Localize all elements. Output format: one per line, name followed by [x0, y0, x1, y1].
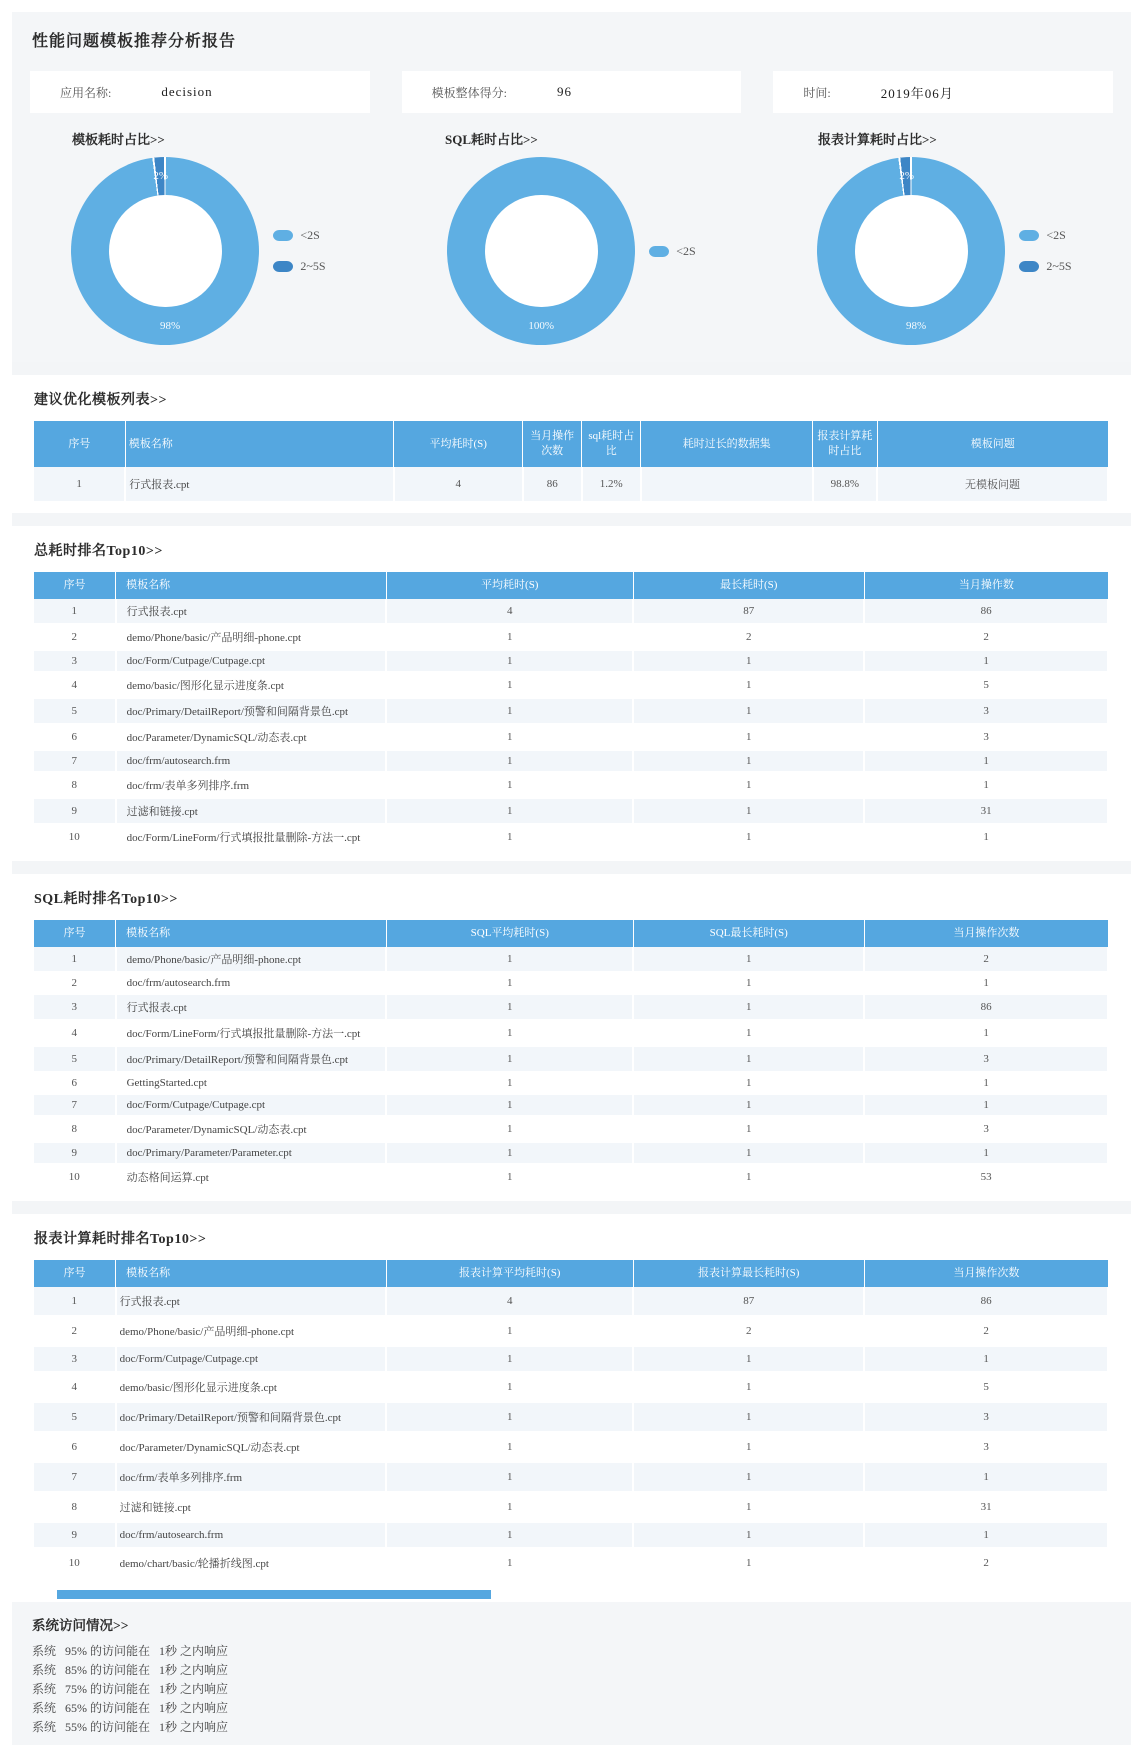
template-name-cell: doc/frm/表单多列排序.frm — [116, 1462, 387, 1492]
table-cell: 1 — [633, 994, 864, 1020]
template-name-cell: 行式报表.cpt — [116, 599, 387, 624]
table-cell: 10 — [34, 824, 116, 850]
column-header: 序号 — [34, 920, 116, 947]
table-cell: 1 — [633, 798, 864, 824]
table-row — [34, 1432, 1108, 1462]
table-cell: 86 — [864, 1287, 1108, 1316]
table-cell: 7 — [34, 1094, 116, 1116]
system-access-line: 系统 75% 的访问能在 1秒 之内响应 — [32, 1681, 228, 1696]
table-header-row — [34, 421, 1108, 467]
table-row — [34, 1094, 1108, 1116]
table-cell: 1 — [386, 672, 633, 698]
table-cell: 87 — [633, 1287, 864, 1316]
table-cell: 8 — [34, 1116, 116, 1142]
table-cell: 1 — [386, 1072, 633, 1094]
table-cell: 1 — [633, 1164, 864, 1190]
table-cell: 2 — [864, 1548, 1108, 1578]
table-row — [34, 1548, 1108, 1578]
chart-template-time-ratio — [12, 129, 385, 352]
donut-chart — [71, 157, 259, 345]
table-row — [34, 724, 1108, 750]
table-cell: 5 — [34, 1402, 116, 1432]
table-cell: 1 — [386, 1164, 633, 1190]
table-cell: 1 — [386, 1094, 633, 1116]
section-title-link[interactable]: 总耗时排名Top10>> — [34, 544, 163, 559]
section-title-link[interactable]: SQL耗时排名Top10>> — [34, 891, 178, 907]
legend-swatch-icon — [273, 261, 293, 272]
template-name-cell: doc/frm/表单多列排序.frm — [116, 772, 387, 798]
table-cell: 8 — [34, 1492, 116, 1522]
table-cell: 9 — [34, 798, 116, 824]
template-name-cell: doc/Primary/DetailReport/预警和间隔背景色.cpt — [116, 698, 387, 724]
table-cell: 9 — [34, 1522, 116, 1548]
table-cell: 1 — [386, 1046, 633, 1072]
sql-time-top10-table — [34, 920, 1109, 1191]
system-access-line: 系统 65% 的访问能在 1秒 之内响应 — [32, 1700, 228, 1715]
table-cell: 4 — [386, 1287, 633, 1316]
table-cell: 1 — [633, 1548, 864, 1578]
table-cell: 1 — [386, 1492, 633, 1522]
template-name-cell: doc/Primary/Parameter/Parameter.cpt — [116, 1142, 387, 1164]
table-cell: 1 — [633, 1142, 864, 1164]
table-cell: 1 — [386, 1462, 633, 1492]
template-name-cell: GettingStarted.cpt — [116, 1072, 387, 1094]
table-cell: 4 — [34, 672, 116, 698]
template-name-cell: demo/Phone/basic/产品明细-phone.cpt — [116, 947, 387, 972]
template-name-cell: doc/Parameter/DynamicSQL/动态表.cpt — [116, 724, 387, 750]
template-name-cell: 过滤和链接.cpt — [116, 1492, 387, 1522]
section-title-link[interactable]: 系统访问情况>> — [32, 1617, 129, 1633]
template-name-cell: doc/Parameter/DynamicSQL/动态表.cpt — [116, 1432, 387, 1462]
table-cell: 1 — [864, 824, 1108, 850]
chart-body — [12, 150, 385, 352]
table-cell: 1 — [633, 1462, 864, 1492]
table-cell: 1 — [633, 1492, 864, 1522]
table-row — [34, 467, 1108, 502]
table-cell: 2 — [34, 624, 116, 650]
table-row — [34, 772, 1108, 798]
column-header: 平均耗时(S) — [386, 572, 633, 599]
system-access-line: 系统 55% 的访问能在 1秒 之内响应 — [32, 1719, 228, 1734]
info-card-label: 模板整体得分: — [431, 85, 508, 100]
table-cell: 1 — [633, 672, 864, 698]
chart-legend — [273, 220, 325, 282]
table-cell: 10 — [34, 1164, 116, 1190]
column-header: 模板名称 — [116, 572, 387, 599]
template-name-cell: demo/Phone/basic/产品明细-phone.cpt — [116, 624, 387, 650]
column-header: 当月操作数 — [864, 572, 1108, 599]
chart-calc-time-ratio — [758, 129, 1131, 352]
table-row — [34, 1287, 1108, 1316]
column-header: 耗时过长的数据集 — [641, 421, 813, 467]
table-cell: 4 — [34, 1372, 116, 1402]
template-name-cell: demo/Phone/basic/产品明细-phone.cpt — [116, 1316, 387, 1346]
table-cell: 1 — [633, 1432, 864, 1462]
table-cell: 1 — [386, 650, 633, 672]
table-cell: 1 — [386, 1142, 633, 1164]
template-name-cell: doc/Form/Cutpage/Cutpage.cpt — [116, 650, 387, 672]
table-cell: 1 — [386, 1402, 633, 1432]
table-cell: 1 — [34, 1287, 116, 1316]
template-name-cell: 过滤和链接.cpt — [116, 798, 387, 824]
table-cell: 5 — [864, 1372, 1108, 1402]
table-cell: 1 — [864, 1020, 1108, 1046]
table-cell: 1 — [386, 1548, 633, 1578]
chart-sql-time-ratio — [385, 129, 758, 352]
table-cell: 无模板问题 — [877, 467, 1108, 502]
column-header: 序号 — [34, 572, 116, 599]
legend-label: <2S — [300, 228, 320, 242]
table-cell: 6 — [34, 724, 116, 750]
legend-label: <2S — [676, 243, 696, 258]
table-cell: 1 — [633, 1372, 864, 1402]
table-cell: 2 — [633, 1316, 864, 1346]
table-row — [34, 1402, 1108, 1432]
table-cell: 6 — [34, 1432, 116, 1462]
table-cell: 1 — [34, 599, 116, 624]
report-header-panel — [12, 12, 1131, 362]
table-row — [34, 798, 1108, 824]
table-row — [34, 1316, 1108, 1346]
system-access-line: 系统 95% 的访问能在 1秒 之内响应 — [32, 1643, 228, 1658]
legend-swatch-icon — [273, 230, 293, 241]
chart-body — [385, 150, 758, 352]
table-cell — [641, 467, 813, 502]
template-name-cell: doc/frm/autosearch.frm — [116, 750, 387, 772]
table-cell: 5 — [34, 698, 116, 724]
table-cell: 1 — [386, 1316, 633, 1346]
section-suggest-optimize — [12, 375, 1131, 513]
legend-label: <2S — [1046, 228, 1066, 242]
table-row — [34, 750, 1108, 772]
section-title-link[interactable]: 报表计算耗时排名Top10>> — [34, 1231, 207, 1247]
table-cell: 2 — [633, 624, 864, 650]
table-cell: 1 — [864, 750, 1108, 772]
table-cell: 1 — [633, 1094, 864, 1116]
table-cell: 3 — [864, 1046, 1108, 1072]
donut-chart — [817, 157, 1005, 345]
info-card-label: 应用名称: — [60, 85, 112, 100]
column-header: 报表计算平均耗时(S) — [386, 1260, 633, 1287]
table-row — [34, 1492, 1108, 1522]
donut-chart — [447, 157, 635, 345]
chart-title-link[interactable]: 报表计算耗时占比>> — [818, 132, 937, 147]
section-calc-time-top10 — [12, 1214, 1131, 1589]
table-cell: 1 — [633, 698, 864, 724]
table-cell: 1 — [386, 798, 633, 824]
table-cell: 86 — [864, 994, 1108, 1020]
section-total-time-top10 — [12, 526, 1131, 861]
total-time-top10-table — [34, 572, 1109, 851]
legend-label: 2~5S — [1046, 259, 1072, 273]
template-name-cell: 行式报表.cpt — [116, 1287, 387, 1316]
table-cell: 1 — [386, 624, 633, 650]
table-cell: 1 — [633, 972, 864, 994]
section-title-link[interactable]: 建议优化模板列表>> — [34, 393, 167, 408]
table-header-row — [34, 920, 1108, 947]
info-cards-row — [30, 71, 1113, 113]
table-header-row — [34, 572, 1108, 599]
table-cell: 7 — [34, 1462, 116, 1492]
table-cell: 1 — [864, 1522, 1108, 1548]
donut-slice-label: 98% — [160, 320, 181, 332]
template-name-cell: demo/chart/basic/轮播折线图.cpt — [116, 1548, 387, 1578]
template-name-cell: doc/Form/LineForm/行式填报批量删除-方法一.cpt — [116, 824, 387, 850]
table-cell: 3 — [864, 1402, 1108, 1432]
column-header: 模板名称 — [125, 421, 394, 467]
column-header: 报表计算耗时占比 — [813, 421, 877, 467]
table-cell: 3 — [864, 1116, 1108, 1142]
page-title: 性能问题模板推荐分析报告 — [32, 33, 237, 50]
table-cell: 53 — [864, 1164, 1108, 1190]
table-cell: 1 — [633, 750, 864, 772]
column-header: 当月操作次数 — [864, 920, 1108, 947]
donut-slice-label: 2% — [899, 169, 915, 182]
legend-item[interactable] — [649, 244, 695, 259]
table-cell: 3 — [34, 1346, 116, 1372]
table-header-row — [34, 1260, 1108, 1287]
table-row — [34, 672, 1108, 698]
table-cell: 3 — [34, 994, 116, 1020]
section-gap — [12, 861, 1131, 874]
table-cell: 1 — [864, 1462, 1108, 1492]
table-cell: 1 — [633, 1116, 864, 1142]
column-header: 平均耗时(S) — [394, 421, 523, 467]
info-card-value: 2019年06月 — [880, 85, 954, 101]
system-access-line: 系统 85% 的访问能在 1秒 之内响应 — [32, 1662, 228, 1677]
column-header: 序号 — [34, 421, 125, 467]
column-header: 模板问题 — [877, 421, 1108, 467]
table-cell: 5 — [34, 1046, 116, 1072]
report-page — [12, 0, 1131, 1745]
template-name-cell: 行式报表.cpt — [125, 467, 394, 502]
template-name-cell: doc/Primary/DetailReport/预警和间隔背景色.cpt — [116, 1046, 387, 1072]
table-row — [34, 947, 1108, 972]
table-cell: 1 — [386, 1116, 633, 1142]
column-header: SQL最长耗时(S) — [633, 920, 864, 947]
table-row — [34, 1046, 1108, 1072]
table-cell: 1 — [386, 1432, 633, 1462]
table-cell: 1 — [386, 1346, 633, 1372]
table-cell: 1 — [864, 1094, 1108, 1116]
table-cell: 1 — [864, 972, 1108, 994]
cutoff-blue-bar — [57, 1590, 491, 1599]
table-row — [34, 972, 1108, 994]
table-cell: 1 — [633, 650, 864, 672]
table-cell: 86 — [523, 467, 582, 502]
table-cell: 9 — [34, 1142, 116, 1164]
table-row — [34, 599, 1108, 624]
table-row — [34, 1346, 1108, 1372]
table-cell: 1 — [386, 750, 633, 772]
table-row — [34, 1522, 1108, 1548]
donut-slice-label: 100% — [528, 320, 555, 333]
table-row — [34, 1020, 1108, 1046]
table-row — [34, 1142, 1108, 1164]
table-cell: 1 — [386, 724, 633, 750]
chart-title-link[interactable]: 模板耗时占比>> — [72, 132, 165, 147]
legend-item[interactable] — [273, 259, 325, 274]
table-cell: 1 — [633, 1020, 864, 1046]
table-cell: 3 — [864, 724, 1108, 750]
table-cell: 1 — [386, 1020, 633, 1046]
table-cell: 1 — [633, 1522, 864, 1548]
chart-legend — [649, 236, 695, 267]
table-cell: 2 — [864, 624, 1108, 650]
legend-swatch-icon — [649, 246, 669, 257]
table-row — [34, 824, 1108, 850]
table-cell: 1 — [34, 947, 116, 972]
table-row — [34, 624, 1108, 650]
column-header: sql耗时占比 — [582, 421, 641, 467]
template-name-cell: doc/Form/Cutpage/Cutpage.cpt — [116, 1346, 387, 1372]
table-cell: 1 — [386, 824, 633, 850]
table-cell: 10 — [34, 1548, 116, 1578]
table-cell: 1 — [864, 772, 1108, 798]
table-cell: 5 — [864, 672, 1108, 698]
table-row — [34, 1116, 1108, 1142]
template-name-cell: doc/Form/LineForm/行式填报批量删除-方法一.cpt — [116, 1020, 387, 1046]
legend-swatch-icon — [1019, 261, 1039, 272]
info-card-value: decision — [161, 84, 213, 99]
table-cell: 1 — [633, 824, 864, 850]
table-cell: 1 — [386, 1522, 633, 1548]
table-cell: 3 — [34, 650, 116, 672]
table-cell: 2 — [864, 1316, 1108, 1346]
table-cell: 8 — [34, 772, 116, 798]
section-sql-time-top10 — [12, 874, 1131, 1201]
template-name-cell: demo/basic/图形化显示进度条.cpt — [116, 1372, 387, 1402]
chart-legend — [1019, 220, 1071, 282]
donut-charts-row — [12, 129, 1131, 352]
legend-item[interactable] — [1019, 228, 1071, 243]
donut-slice-label: 98% — [906, 320, 927, 332]
table-row — [34, 650, 1108, 672]
table-row — [34, 1164, 1108, 1190]
table-cell: 1 — [386, 947, 633, 972]
column-header: 报表计算最长耗时(S) — [633, 1260, 864, 1287]
template-name-cell: 行式报表.cpt — [116, 994, 387, 1020]
legend-label: 2~5S — [300, 259, 326, 273]
legend-item[interactable] — [1019, 259, 1071, 274]
column-header: 模板名称 — [116, 920, 387, 947]
column-header: 序号 — [34, 1260, 116, 1287]
table-cell: 4 — [386, 599, 633, 624]
table-cell: 1 — [633, 1346, 864, 1372]
table-cell: 4 — [34, 1020, 116, 1046]
suggest-optimize-table — [34, 421, 1109, 503]
chart-body — [758, 150, 1131, 352]
template-name-cell: doc/frm/autosearch.frm — [116, 972, 387, 994]
table-cell: 1 — [633, 772, 864, 798]
template-name-cell: doc/Parameter/DynamicSQL/动态表.cpt — [116, 1116, 387, 1142]
info-card-label: 时间: — [803, 85, 831, 100]
table-cell: 1 — [864, 1072, 1108, 1094]
template-name-cell: demo/basic/图形化显示进度条.cpt — [116, 672, 387, 698]
table-cell: 87 — [633, 599, 864, 624]
table-cell: 1 — [386, 972, 633, 994]
legend-swatch-icon — [1019, 230, 1039, 241]
table-cell: 1 — [34, 467, 125, 502]
section-system-access — [12, 1602, 1131, 1745]
info-card-time — [773, 71, 1113, 113]
section-gap — [12, 1201, 1131, 1214]
table-cell: 2 — [34, 972, 116, 994]
table-cell: 1 — [386, 994, 633, 1020]
column-header: 最长耗时(S) — [633, 572, 864, 599]
table-cell: 2 — [34, 1316, 116, 1346]
calc-time-top10-table — [34, 1260, 1109, 1579]
table-cell: 1 — [633, 1072, 864, 1094]
template-name-cell: doc/frm/autosearch.frm — [116, 1522, 387, 1548]
column-header: SQL平均耗时(S) — [386, 920, 633, 947]
table-cell: 1 — [864, 650, 1108, 672]
section-gap — [12, 362, 1131, 375]
table-row — [34, 1462, 1108, 1492]
column-header: 模板名称 — [116, 1260, 387, 1287]
table-cell: 31 — [864, 798, 1108, 824]
table-cell: 1 — [386, 772, 633, 798]
column-header: 当月操作次数 — [864, 1260, 1108, 1287]
table-cell: 1.2% — [582, 467, 641, 502]
template-name-cell: 动态格间运算.cpt — [116, 1164, 387, 1190]
info-card-score — [402, 71, 742, 113]
table-cell: 1 — [633, 947, 864, 972]
table-cell: 1 — [864, 1346, 1108, 1372]
table-cell: 1 — [386, 698, 633, 724]
donut-slice-label: 2% — [153, 169, 169, 182]
table-row — [34, 1072, 1108, 1094]
table-cell: 6 — [34, 1072, 116, 1094]
table-row — [34, 994, 1108, 1020]
info-card-app-name — [30, 71, 370, 113]
table-cell: 2 — [864, 947, 1108, 972]
table-cell: 1 — [633, 724, 864, 750]
table-cell: 1 — [864, 1142, 1108, 1164]
info-card-value: 96 — [557, 84, 573, 99]
table-cell: 3 — [864, 698, 1108, 724]
table-cell: 1 — [386, 1372, 633, 1402]
table-cell: 98.8% — [813, 467, 877, 502]
table-cell: 3 — [864, 1432, 1108, 1462]
chart-title-link[interactable]: SQL耗时占比>> — [445, 132, 538, 147]
legend-item[interactable] — [273, 228, 325, 243]
table-cell: 4 — [394, 467, 523, 502]
table-cell: 31 — [864, 1492, 1108, 1522]
template-name-cell: doc/Primary/DetailReport/预警和间隔背景色.cpt — [116, 1402, 387, 1432]
table-cell: 1 — [633, 1402, 864, 1432]
table-row — [34, 1372, 1108, 1402]
table-cell: 7 — [34, 750, 116, 772]
table-cell: 86 — [864, 599, 1108, 624]
column-header: 当月操作次数 — [523, 421, 582, 467]
section-gap — [12, 513, 1131, 526]
table-cell: 1 — [633, 1046, 864, 1072]
template-name-cell: doc/Form/Cutpage/Cutpage.cpt — [116, 1094, 387, 1116]
table-row — [34, 698, 1108, 724]
